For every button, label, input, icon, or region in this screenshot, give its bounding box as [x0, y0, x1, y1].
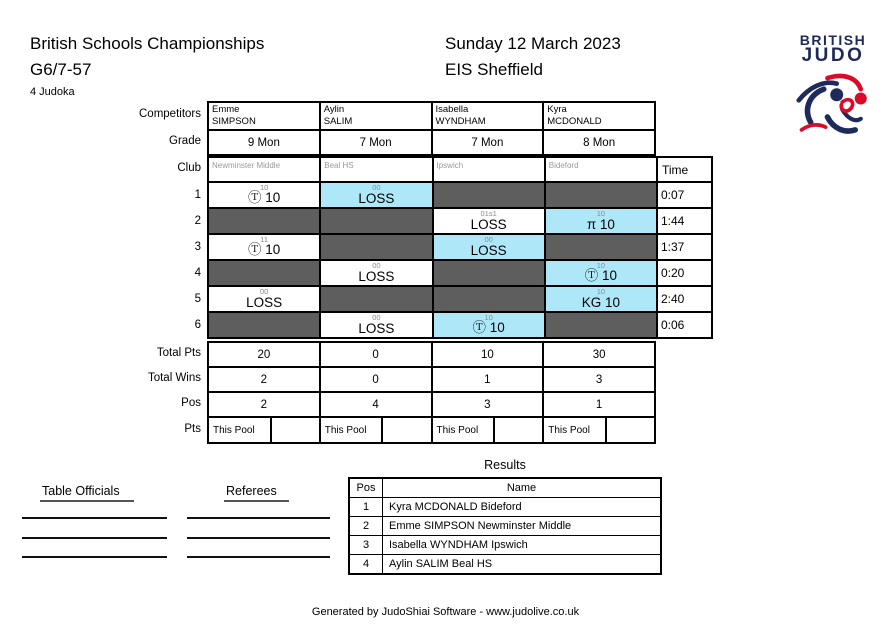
logo-text-british: BRITISH	[799, 32, 867, 48]
score-code: 01s1	[480, 209, 497, 218]
club-value: Beal HS	[321, 158, 431, 181]
score-code: 10	[259, 183, 269, 192]
match-cell	[434, 261, 544, 285]
table-officials-heading: Table Officials	[40, 484, 134, 502]
totals-grid	[207, 341, 656, 444]
row-label-pts: Pts	[184, 423, 201, 435]
row-label-grade: Grade	[169, 135, 201, 147]
score-result: LOSS	[470, 243, 507, 258]
pos-value: 3	[433, 393, 543, 416]
results-header-pos: Pos	[350, 479, 382, 497]
result-name: Aylin SALIM Beal HS	[383, 555, 660, 573]
pts-cell	[209, 418, 319, 442]
score-result: LOSS	[246, 295, 283, 310]
pos-value: 2	[209, 393, 319, 416]
event-venue: EIS Sheffield	[445, 60, 543, 79]
match-number: 3	[194, 241, 201, 253]
footer-credit: Generated by JudoShiai Software - www.judolive.co.uk	[311, 606, 580, 618]
pts-cell	[321, 418, 431, 442]
match-cell	[209, 209, 319, 233]
match-time: 1:37	[658, 235, 711, 259]
match-cell	[321, 313, 431, 337]
row-label-pos: Pos	[181, 397, 201, 409]
competitors-grid	[207, 101, 656, 156]
competitor-first-name: Emme	[212, 104, 240, 115]
score-result: KG 10	[581, 295, 621, 310]
total-wins-value: 3	[544, 368, 654, 391]
score-result: Ⓣ 10	[472, 320, 505, 335]
total-wins-value: 2	[209, 368, 319, 391]
total-wins-value: 1	[433, 368, 543, 391]
judoka-figure-icon	[796, 69, 870, 139]
match-cell	[546, 209, 656, 233]
competitor-name-cell	[544, 103, 654, 129]
logo-text-judo: JUDO	[801, 45, 865, 66]
match-number: 4	[194, 267, 201, 279]
competitor-first-name: Aylin	[323, 104, 345, 115]
match-cell	[434, 235, 544, 259]
match-cell	[434, 209, 544, 233]
category-code: G6/7-57	[30, 60, 92, 79]
score-result: LOSS	[358, 321, 395, 336]
club-value: Newminster Middle	[209, 158, 319, 181]
match-cell	[546, 313, 656, 337]
competitor-name-cell	[433, 103, 543, 129]
competitor-last-name: MCDONALD	[547, 116, 602, 127]
score-code: 00	[372, 261, 381, 270]
pts-this-pool-box: This Pool	[321, 418, 384, 442]
match-cell	[321, 183, 431, 207]
match-cell	[546, 183, 656, 207]
match-time: 0:06	[658, 313, 711, 337]
score-code: 10	[596, 209, 606, 218]
result-pos: 4	[350, 555, 382, 573]
score-result: Ⓣ 10	[247, 242, 281, 257]
result-name: Emme SIMPSON Newminster Middle	[383, 517, 660, 535]
competitor-last-name: SIMPSON	[212, 116, 256, 127]
results-table	[348, 477, 662, 575]
british-judo-logo	[790, 32, 876, 144]
score-code: 10	[596, 287, 606, 296]
row-label-club: Club	[177, 162, 201, 174]
results-header-name: Name	[383, 479, 660, 497]
score-result: π 10	[586, 217, 615, 232]
grade-value: 9 Mon	[209, 131, 319, 154]
total-pts-value: 0	[321, 343, 431, 366]
result-pos: 1	[350, 498, 382, 516]
score-result: LOSS	[358, 269, 395, 284]
score-code: 00	[372, 313, 381, 322]
competitor-last-name: WYNDHAM	[435, 116, 486, 127]
score-code: 10	[484, 313, 493, 322]
match-time: 0:07	[658, 183, 711, 207]
score-code: 11	[260, 235, 269, 244]
match-cell	[434, 183, 544, 207]
pos-value: 4	[321, 393, 431, 416]
match-cell	[321, 235, 431, 259]
pts-empty-box	[607, 418, 654, 442]
signature-line	[22, 556, 167, 558]
match-number: 1	[194, 189, 201, 201]
match-cell	[209, 287, 319, 311]
match-cell	[434, 287, 544, 311]
match-number: 5	[194, 293, 201, 305]
club-value: Ipswich	[434, 158, 544, 181]
match-time: 2:40	[658, 287, 711, 311]
time-header-label: Time	[658, 158, 711, 181]
result-pos: 3	[350, 536, 382, 554]
page-title: British Schools Championships	[30, 34, 265, 53]
competitor-first-name: Kyra	[547, 104, 567, 115]
results-title: Results	[484, 458, 526, 472]
signature-line	[187, 517, 330, 519]
result-pos: 2	[350, 517, 382, 535]
competitor-name-cell	[209, 103, 319, 129]
score-result: Ⓣ 10	[584, 268, 618, 283]
match-cell	[321, 287, 431, 311]
match-number-column	[0, 183, 201, 339]
row-label-total-wins: Total Wins	[147, 372, 201, 384]
total-pts-value: 20	[209, 343, 319, 366]
score-result: LOSS	[358, 191, 395, 206]
total-wins-value: 0	[321, 368, 431, 391]
match-cell	[321, 209, 431, 233]
event-date: Sunday 12 March 2023	[445, 34, 621, 53]
match-number: 2	[194, 215, 201, 227]
pts-this-pool-box: This Pool	[544, 418, 607, 442]
match-time: 1:44	[658, 209, 711, 233]
match-cell	[209, 235, 319, 259]
pos-value: 1	[544, 393, 654, 416]
judoka-count: 4 Judoka	[30, 86, 75, 98]
row-label-total-pts: Total Pts	[156, 347, 201, 359]
pts-empty-box	[495, 418, 542, 442]
score-code: 00	[259, 287, 269, 296]
match-cell	[546, 261, 656, 285]
pts-this-pool-box: This Pool	[433, 418, 496, 442]
score-result: LOSS	[470, 217, 507, 232]
pts-empty-box	[383, 418, 430, 442]
grade-value: 7 Mon	[433, 131, 543, 154]
score-code: 00	[484, 235, 493, 244]
match-time: 0:20	[658, 261, 711, 285]
match-cell	[209, 261, 319, 285]
signature-line	[22, 537, 167, 539]
match-cell	[321, 261, 431, 285]
match-grid	[207, 156, 713, 339]
score-code: 10	[596, 261, 606, 270]
signature-line	[22, 517, 167, 519]
grade-value: 8 Mon	[544, 131, 654, 154]
match-cell	[434, 313, 544, 337]
result-name: Isabella WYNDHAM Ipswich	[383, 536, 660, 554]
match-cell	[209, 313, 319, 337]
total-pts-value: 30	[544, 343, 654, 366]
score-code: 00	[372, 183, 381, 192]
row-label-competitors: Competitors	[139, 108, 201, 120]
referees-heading: Referees	[224, 484, 289, 502]
score-result: Ⓣ 10	[247, 190, 281, 205]
competitor-name-cell	[321, 103, 431, 129]
club-value: Bideford	[546, 158, 656, 181]
result-name: Kyra MCDONALD Bideford	[383, 498, 660, 516]
total-pts-value: 10	[433, 343, 543, 366]
match-cell	[546, 235, 656, 259]
pts-this-pool-box: This Pool	[209, 418, 272, 442]
signature-line	[187, 556, 330, 558]
signature-line	[187, 537, 330, 539]
pts-cell	[433, 418, 543, 442]
pts-cell	[544, 418, 654, 442]
competitor-last-name: SALIM	[323, 116, 353, 127]
grade-value: 7 Mon	[321, 131, 431, 154]
match-cell	[546, 287, 656, 311]
match-number: 6	[194, 319, 201, 331]
competitor-first-name: Isabella	[435, 104, 469, 115]
match-cell	[209, 183, 319, 207]
pts-empty-box	[272, 418, 319, 442]
